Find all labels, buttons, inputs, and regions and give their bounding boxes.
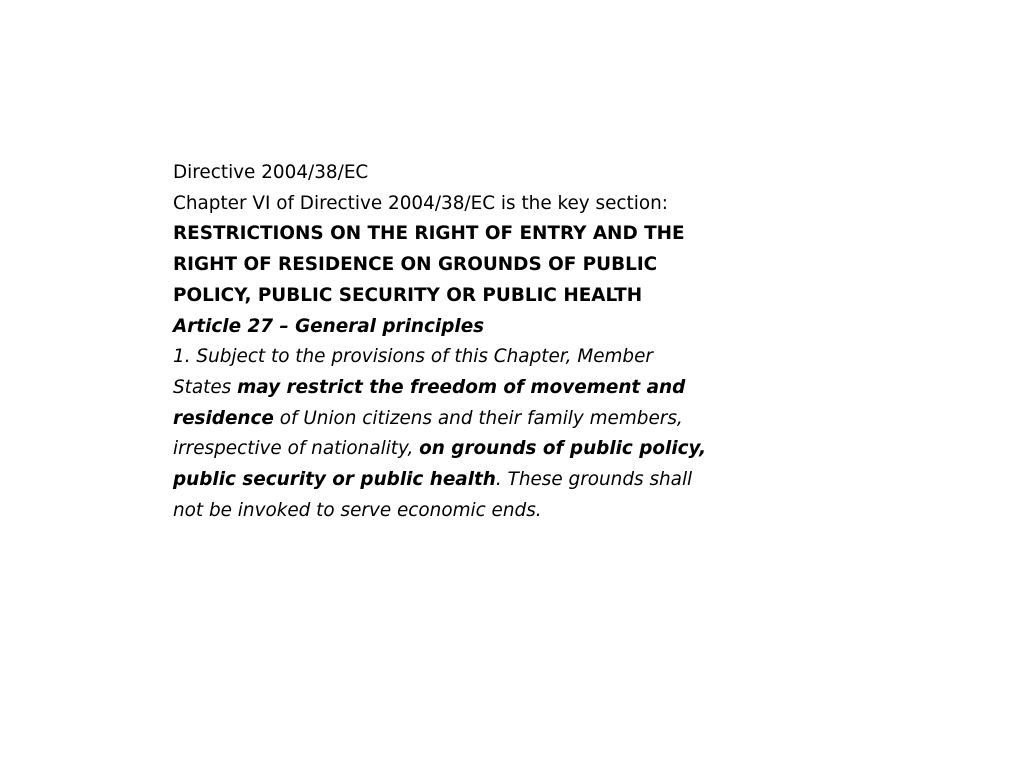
paragraph-line-4 (173, 434, 753, 465)
paragraph-line-5-regular: . These grounds shall (495, 469, 693, 491)
chapter-heading-line-3: POLICY, PUBLIC SECURITY OR PUBLIC HEALTH (173, 284, 643, 306)
intro-line: Chapter VI of Directive 2004/38/EC is the key section: (173, 192, 668, 214)
slide-text-block (173, 158, 753, 526)
chapter-heading-line-2: RIGHT OF RESIDENCE ON GROUNDS OF PUBLIC (173, 254, 658, 276)
directive-title: Directive 2004/38/EC (173, 162, 369, 183)
paragraph-line-2 (173, 373, 753, 404)
paragraph-line-2-emphasis: may restrict the freedom of movement and (237, 376, 686, 398)
paragraph-line-3-emphasis: residence (173, 407, 274, 429)
paragraph-line-5-emphasis: public security or public health (173, 469, 496, 491)
paragraph-line-5 (173, 465, 753, 496)
paragraph-line-6: not be invoked to serve economic ends. (173, 499, 542, 521)
paragraph-line-4-regular: irrespective of nationality, (173, 438, 420, 460)
article-heading: Article 27 – General principles (173, 315, 485, 337)
paragraph-line-3-regular: of Union citizens and their family members, (273, 407, 683, 429)
paragraph-line-4-emphasis: on grounds of public policy, (419, 438, 707, 460)
chapter-heading-line-1: RESTRICTIONS ON THE RIGHT OF ENTRY AND THE (173, 223, 685, 245)
paragraph-line-2-regular: States (173, 376, 238, 398)
paragraph-line-3 (173, 404, 753, 435)
paragraph-line-1: 1. Subject to the provisions of this Chapter, Member (173, 346, 653, 368)
